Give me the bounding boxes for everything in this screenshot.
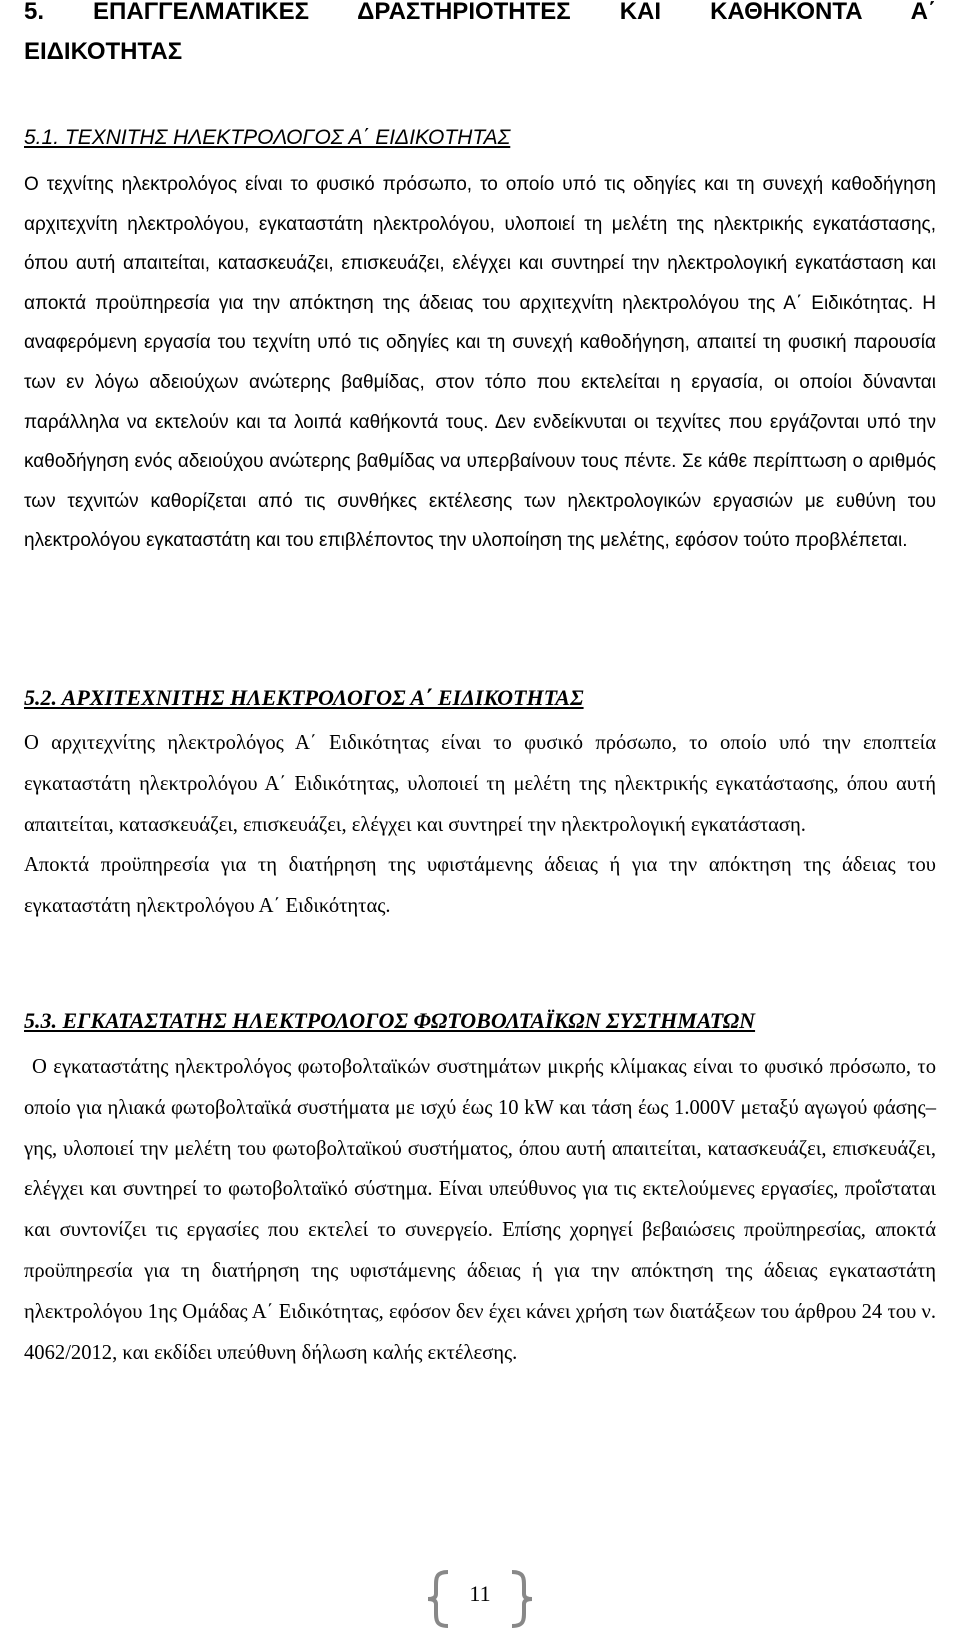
page-number: 11 [469,1581,491,1606]
section-paragraph: Αποκτά προϋπηρεσία για τη διατήρηση της υφιστάμενης άδειας ή για την απόκτηση της άδειας του εγκαταστάτη ηλεκτρολόγου Α΄ Ειδικότητας. [24,854,936,918]
section-5-1 [24,124,936,561]
section-heading: 5.2. ΑΡΧΙΤΕΧΝΙΤΗΣ ΗΛΕΚΤΡΟΛΟΓΟΣ Α΄ ΕΙΔΙΚΟΤΗΤΑΣ [24,685,584,710]
page-footer [0,1568,960,1628]
section-5-3 [24,1007,936,1373]
section-paragraph: Ο τεχνίτης ηλεκτρολόγος είναι το φυσικό πρόσωπο, το οποίο υπό τις οδηγίες και τη συνεχή καθοδήγηση αρχιτεχνίτη ηλεκτρολόγου, εγκαταστάτη ηλεκτρολόγου, υλοποιεί τη μελέτη της ηλεκτρικής εγκατάστασης, όπου αυτή απαιτείται, κατασκευάζει, επισκευάζει, ελέγχει και συντηρεί την ηλεκτρολογική εγκατάσταση και αποκτά προϋπηρεσία για την απόκτηση της άδειας του αρχιτεχνίτη ηλεκτρολόγου της Α΄ Ειδικότητας. Η αναφερόμενη εργασία του τεχνίτη υπό τις οδηγίες και τη συνεχή καθοδήγηση, απαιτεί τη φυσική παρουσία των εν λόγω αδειούχων ανώτερης βαθμίδας, στον τόπο που εκτελείται η εργασία, οι οποίοι δύνανται παράλληλα να εκτελούν και τα λοιπά καθήκοντά τους. Δεν ενδείκνυται οι τεχνίτες που εργάζονται υπό την καθοδήγηση ενός αδειούχου ανώτερης βαθμίδας να υπερβαίνουν τους πέντε. Σε κάθε περίπτωση ο αριθμός των τεχνιτών καθορίζεται από τις συνθήκες εκτέλεσης των ηλεκτρολογικών εργασιών με ευθύνη του ηλεκτρολόγου εγκαταστάτη και του επιβλέποντος την υλοποίηση της μελέτης, εφόσον τούτο προβλέπεται. [24,174,936,552]
section-5-2 [24,684,936,927]
section-paragraph: Ο εγκαταστάτης ηλεκτρολόγος φωτοβολταϊκών συστημάτων μικρής κλίμακας είναι το φυσικό πρόσωπο, το οποίο για ηλιακά φωτοβολταϊκά συστήματα με ισχύ έως 10 kW και τάση έως 1.000V μεταξύ αγωγού φάσης–γης, υλοποιεί την μελέτη του φωτοβολταϊκού συστήματος, όπου αυτή απαιτείται, κατασκευάζει, επισκευάζει, ελέγχει και συντηρεί το φωτοβολταϊκό σύστημα. Είναι υπεύθυνος για τις εκτελούμενες εργασίες, προΐσταται και συντονίζει τις εργασίες που εκτελεί το συνεργείο. Επίσης χορηγεί βεβαιώσεις προϋπηρεσίας, αποκτά προϋπηρεσία για τη διατήρηση της υφιστάμενης άδειας ή για την απόκτηση της άδειας εγκαταστάτη ηλεκτρολόγου 1ης Ομάδας Α΄ Ειδικότητας, εφόσον δεν έχει κάνει χρήση των διατάξεων του άρθρου 24 του ν. 4062/2012, και εκδίδει υπεύθυνη δήλωση καλής εκτέλεσης. [24,1056,936,1364]
section-heading: 5.1. ΤΕΧΝΙΤΗΣ ΗΛΕΚΤΡΟΛΟΓΟΣ Α΄ ΕΙΔΙΚΟΤΗΤΑΣ [24,126,511,149]
document-title-line-2: ΕΙΔΙΚΟΤΗΤΑΣ [24,38,183,65]
section-paragraph: Ο αρχιτεχνίτης ηλεκτρολόγος Α΄ Ειδικότητας είναι το φυσικό πρόσωπο, το οποίο υπό την εποπτεία εγκαταστάτη ηλεκτρολόγου Α΄ Ειδικότητας, υλοποιεί τη μελέτη της ηλεκτρικής εγκατάστασης, όπου αυτή απαιτείται, κατασκευάζει, επισκευάζει, ελέγχει και συντηρεί την ηλεκτρολογική εγκατάσταση. [24,732,936,836]
section-heading: 5.3. ΕΓΚΑΤΑΣΤΑΤΗΣ ΗΛΕΚΤΡΟΛΟΓΟΣ ΦΩΤΟΒΟΛΤΑΪΚΩΝ ΣΥΣΤΗΜΑΤΩΝ [24,1008,756,1033]
document-title [24,0,936,72]
document-title-line-1: 5. ΕΠΑΓΓΕΛΜΑΤΙΚΕΣ ΔΡΑΣΤΗΡΙΟΤΗΤΕΣ ΚΑΙ ΚΑΘΗΚΟΝΤΑ Α΄ [24,0,936,25]
